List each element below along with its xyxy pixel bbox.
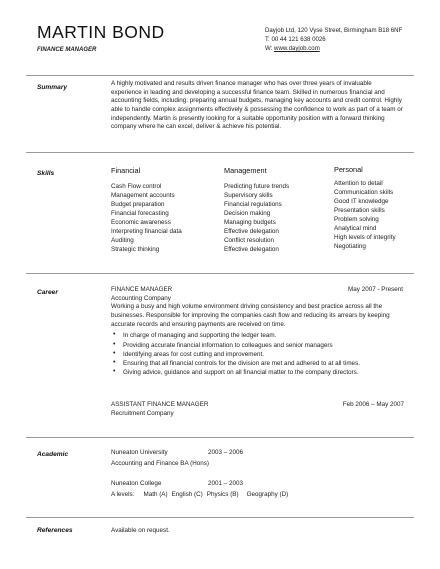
academic-dates: 2001 – 2003 xyxy=(208,480,244,487)
skill-item: Supervisory skills xyxy=(224,192,273,199)
divider xyxy=(26,273,414,274)
skill-item: Good IT knowledge xyxy=(334,197,389,205)
job-title: FINANCE MANAGER xyxy=(37,47,97,53)
job-role: ASSISTANT FINANCE MANAGER xyxy=(111,401,209,408)
divider xyxy=(26,75,414,76)
skill-item: Financial forecasting xyxy=(111,209,169,217)
skill-item: Managing budgets xyxy=(224,218,276,226)
contact-block xyxy=(265,26,402,53)
alevel-grade: Math (A) xyxy=(143,491,168,498)
divider xyxy=(26,437,414,438)
duty-item: • Giving advice, guidance and support on all financial matter to the company directors. xyxy=(111,368,403,377)
skill-item: Decision making xyxy=(224,209,271,217)
skill-item: Problem solving xyxy=(334,215,379,223)
job-dates: Feb 2006 – May 2007 xyxy=(342,401,404,408)
phone-number: 00 44 121 638 0026 xyxy=(271,36,326,44)
phone-line xyxy=(265,35,402,44)
skill-item: Cash Flow control xyxy=(111,183,162,191)
section-title-career: Career xyxy=(37,289,58,296)
academic-detail: Accounting and Finance BA (Hons) xyxy=(111,460,210,467)
skill-item: Analytical mind xyxy=(334,224,377,232)
section-title-skills: Skills xyxy=(37,170,55,177)
job-duties xyxy=(111,331,403,377)
skill-item: High levels of integrity xyxy=(334,233,396,241)
candidate-name: MARTIN BOND xyxy=(37,22,165,42)
academic-school: Nuneaton University xyxy=(111,449,168,456)
skill-item: Interpreting financial data xyxy=(111,227,182,235)
phone-label: T: xyxy=(265,36,270,44)
skill-item: Negotiating xyxy=(334,242,366,250)
skill-item: Budget preparation xyxy=(111,200,165,208)
skill-item: Conflict resolution xyxy=(224,236,275,244)
skill-item: Financial regulations xyxy=(224,200,282,208)
skills-heading: Management xyxy=(224,166,267,175)
skills-heading: Personal xyxy=(334,165,363,174)
skill-item: Effective delegation xyxy=(224,245,279,253)
job-entry xyxy=(111,401,403,418)
skill-item: Management accounts xyxy=(111,192,175,199)
job-header xyxy=(111,401,403,410)
section-title-academic: Academic xyxy=(37,451,69,458)
address: Dayjob Ltd, 120 Vyse Street, Birmingham B18 6NF xyxy=(265,27,403,34)
skill-item: Predicting future trends xyxy=(224,183,290,191)
alevels-row xyxy=(111,491,292,500)
skill-item: Presentation skills xyxy=(334,206,385,214)
job-description: Working a busy and high volume environment driving consistency and best practice across all the businesses. Responsible for improving the companies cash flow and reducing its arrears by keeping accurate records and ensuring payments are received on time. xyxy=(111,303,390,328)
skill-item: Auditing xyxy=(111,236,134,244)
duty-item: • Providing accurate financial information to colleagues and senior managers xyxy=(111,341,403,350)
job-company: Accounting Company xyxy=(111,294,171,302)
divider xyxy=(26,152,414,153)
duty-item: • Ensuring that all financial controls for the division are met and adhered to at all times. xyxy=(111,359,403,368)
alevels-label: A levels: xyxy=(111,491,135,498)
skill-item: Communication skills xyxy=(334,189,394,196)
academic-dates: 2003 – 2006 xyxy=(208,449,244,456)
skill-item: Effective delegation xyxy=(224,227,279,235)
section-title-references: References xyxy=(37,527,73,534)
alevel-grade: Geography (D) xyxy=(246,491,289,498)
skill-item: Economic awareness xyxy=(111,218,171,226)
job-company: Recruitment Company xyxy=(111,409,174,417)
skills-column-personal xyxy=(334,165,414,252)
skill-item: Attention to detail xyxy=(334,180,383,188)
divider xyxy=(26,517,414,518)
duty-item: • Identifying areas for cost cutting and improvement. xyxy=(111,350,403,359)
website-link[interactable]: www.dayjob.com xyxy=(274,45,320,53)
duty-item: • In charge of managing and supporting the ledger team. xyxy=(111,331,403,340)
skills-heading: Financial xyxy=(111,166,141,175)
alevel-grade: English (C) xyxy=(171,491,203,498)
job-entry xyxy=(111,286,403,377)
academic-school: Nuneaton College xyxy=(111,480,162,487)
section-title-summary: Summary xyxy=(37,84,68,91)
summary-text: A highly motivated and results driven finance manager who has over three years of invaluable experience in leading and developing a successful finance team. Skilled in numerous financial and accounting fields, including: preparing annual budgets, managing key accounts and credit control. Highly able to handle complex assignments effectively & possessing the confidence to work as part of a team or independently. Martin is presently looking for a suitable opportunity position with a forward thinking company where he can excel, deliver & achieve his potential. xyxy=(111,80,403,131)
skills-column-management xyxy=(224,166,329,255)
web-label: W: xyxy=(265,45,273,53)
skill-item: Strategic thinking xyxy=(111,245,160,253)
job-header xyxy=(111,286,403,295)
references-text: Available on request. xyxy=(111,527,170,534)
skills-column-financial xyxy=(111,166,216,255)
alevel-grade: Physics (B) xyxy=(206,491,239,498)
job-role: FINANCE MANAGER xyxy=(111,286,173,293)
job-dates: May 2007 - Present xyxy=(348,286,403,293)
web-line xyxy=(265,44,402,53)
